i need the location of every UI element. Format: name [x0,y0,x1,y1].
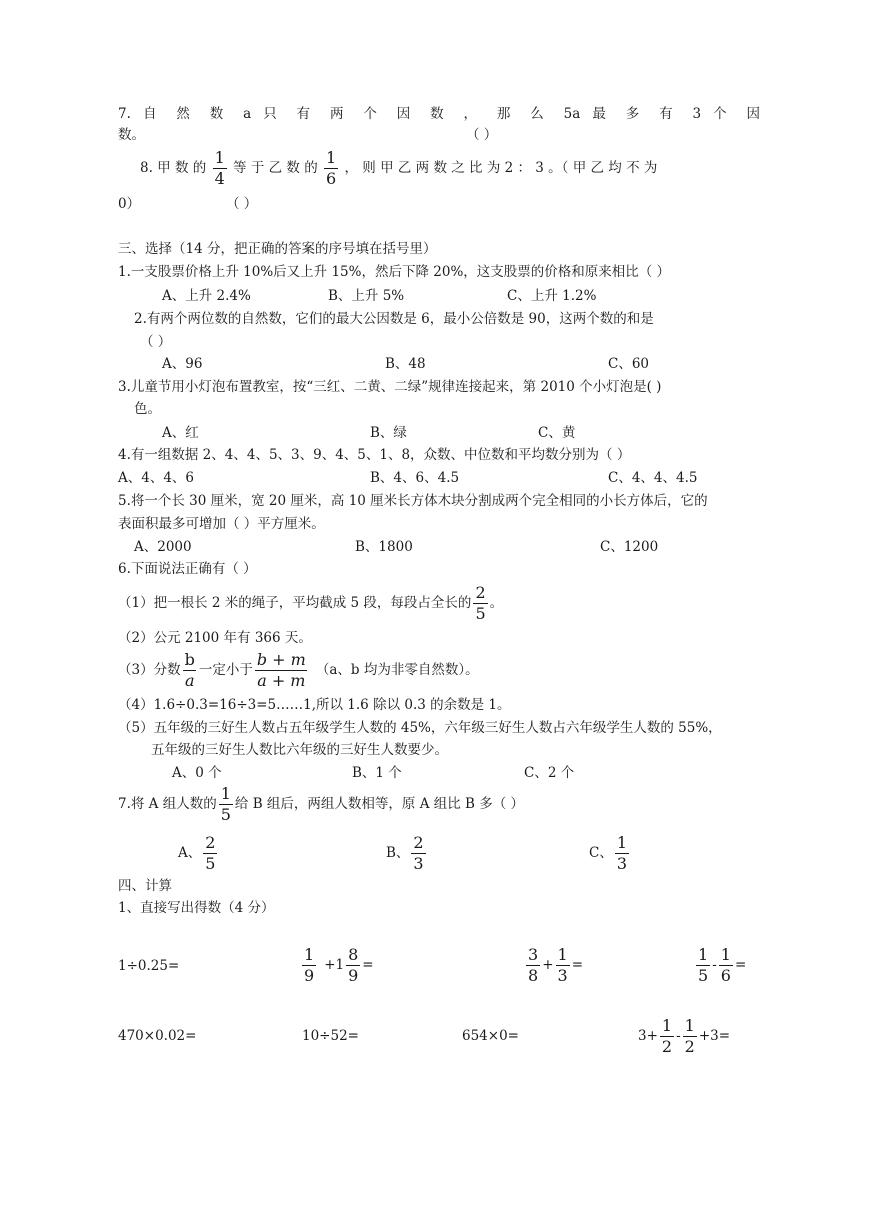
calc-1-3-op: + [542,957,554,973]
judge-q7-answer-blank[interactable]: （ ） [466,127,498,143]
q5-stem-line2: 表面积最多可增加（ ）平方厘米。 [118,516,325,532]
q7-option-a-fraction: $\frac{2}{5}$ [205,833,216,873]
q6-statement-3 [118,650,479,690]
q2-stem: 2.有两个两位数的自然数，它们的最大公因数是 6，最小公倍数是 90，这两个数的和是 [134,311,654,327]
q6-s3-fraction-1: $\frac{b}{a}$ [184,650,195,690]
q6-statement-2: （2）公元 2100 年有 366 天。 [118,630,312,646]
q4-option-b[interactable]: B、4、6、4.5 [370,470,460,486]
judge-q8-line2: 0） [118,196,141,212]
q5-option-b[interactable]: B、1800 [355,539,413,555]
q7-option-b[interactable] [386,833,428,873]
q6-stem: 6.下面说法正确有（ ） [118,561,257,577]
q2-answer-blank[interactable]: （ ） [140,334,172,350]
q2-option-c[interactable]: C、60 [608,356,650,372]
q6-s1-fraction: $\frac{2}{5}$ [475,583,486,623]
q7-stem [118,784,524,824]
calc-2-4[interactable] [638,1016,730,1056]
q5-stem: 5.将一个长 30 厘米，宽 20 厘米，高 10 厘米长方体木块分割成两个完全相同的小长方体后，它的 [118,493,708,509]
q1-option-c[interactable]: C、上升 1.2% [507,288,597,304]
calc-1-2[interactable] [300,945,374,985]
q6-statement-4: （4）1.6÷0.3=16÷3=5……1,所以 1.6 除以 0.3 的余数是 1。 [118,697,511,713]
q7-option-a-label: A、 [178,845,202,861]
q7-option-c[interactable] [589,833,631,873]
q6-option-b[interactable]: B、1 个 [352,765,402,781]
judge-q7-line1: 7. 自 然 数 a 只 有 两 个 因 数 ， 那 么 5a 最 多 有 3 个 因 [118,106,760,122]
calc-1-2-fraction-1: $\frac{1}{9}$ [304,945,315,985]
q6-statement-5-line2: 五年级的三好生人数比六年级的三好生人数要少。 [151,742,448,758]
q7-option-c-label: C、 [589,845,613,861]
q6-s1-text: （1）把一根长 2 米的绳子，平均截成 5 段，每段占全长的 [118,595,472,611]
q6-s3-suffix: （a、b 均为非零自然数）。 [315,662,479,678]
q3-option-b[interactable]: B、绿 [370,425,407,441]
q7-option-c-fraction: $\frac{1}{3}$ [616,833,628,873]
q2-option-a[interactable]: A、96 [162,356,203,372]
section4-subtitle: 1、直接写出得数（4 分） [118,900,275,916]
calc-2-4-post: +3= [698,1028,731,1044]
q6-option-c[interactable]: C、2 个 [524,765,575,781]
q5-option-c[interactable]: C、1200 [600,539,659,555]
judge-q8-suffix: ， 则 甲 乙 两 数 之 比 为 2 ： 3 。（ 甲 乙 均 不 为 [344,160,658,176]
q7-option-a[interactable] [178,833,219,873]
calc-1-4-op: - [712,957,717,973]
q7-stem-prefix: 7.将 A 组人数的 [118,796,217,812]
q4-stem: 4.有一组数据 2、4、4、5、3、9、4、5、1、8，众数、中位数和平均数分别为（ ） [118,447,631,463]
judge-q8-fraction-1: $\frac{1}{4}$ [214,148,225,188]
calc-2-3[interactable]: 654×0= [462,1028,519,1044]
judge-q8-line1 [140,148,762,188]
q6-s3-mid: 一定小于 [198,662,253,678]
calc-1-3-eq: = [571,957,583,973]
q6-s3-prefix: （3）分数 [118,662,181,678]
calc-2-4-fraction-1: $\frac{1}{2}$ [661,1016,673,1056]
q1-option-a[interactable]: A、上升 2.4% [162,288,251,304]
calc-2-4-op: - [676,1028,681,1044]
calc-1-4-eq: = [734,957,747,973]
q2-option-b[interactable]: B、48 [385,356,426,372]
judge-q8-fraction-2: $\frac{1}{6}$ [326,148,337,188]
calc-1-3-fraction-1: $\frac{3}{8}$ [528,945,539,985]
q3-option-c[interactable]: C、黄 [538,425,576,441]
judge-q7-line2: 数。 [118,127,145,143]
calc-2-2[interactable]: 10÷52= [302,1028,359,1044]
q6-statement-1 [118,583,503,623]
judge-q8-mid: 等 于 乙 数 的 [233,160,318,176]
section4-title: 四、计算 [118,878,172,894]
calc-1-3[interactable] [524,945,583,985]
q3-option-a[interactable]: A、红 [162,425,199,441]
q6-s3-fraction-2: $\frac{b + m}{a + m}$ [256,650,306,690]
q3-stem: 3.儿童节用小灯泡布置教室，按“三红、二黄、二绿”规律连接起来，第 2010 个小灯泡是( ) [118,379,662,395]
q1-stem: 1.一支股票价格上升 10%后又上升 15%，然后下降 20%，这支股票的价格和原来相比（ ） [118,264,671,280]
q6-option-a[interactable]: A、0 个 [172,765,222,781]
q4-option-a[interactable]: A、4、4、6 [118,470,195,486]
calc-1-1[interactable]: 1÷0.25= [118,958,180,974]
q4-option-c[interactable]: C、4、4、4.5 [608,470,698,486]
q6-statement-5-line1: （5）五年级的三好生人数占五年级学生人数的 45%，六年级三好生人数占六年级学生人数的 55%， [118,720,722,736]
calc-1-3-fraction-2: $\frac{1}{3}$ [557,945,568,985]
calc-2-4-fraction-2: $\frac{1}{2}$ [684,1016,695,1056]
calc-2-4-pre: 3+ [638,1028,658,1044]
q7-option-b-fraction: $\frac{2}{3}$ [413,833,424,873]
calc-1-2-fraction-2: $\frac{8}{9}$ [348,945,359,985]
q7-option-b-label: B、 [386,845,410,861]
calc-1-2-plus: +1 [324,957,345,973]
q1-option-b[interactable]: B、上升 5% [328,288,405,304]
q5-option-a[interactable]: A、2000 [134,539,192,555]
calc-1-2-eq: = [362,957,374,973]
calc-1-4-fraction-2: $\frac{1}{6}$ [720,945,731,985]
q6-s1-suffix: 。 [489,595,504,611]
q3-stem-line2: 色。 [134,401,161,417]
q7-stem-suffix: 给 B 组后，两组人数相等，原 A 组比 B 多（ ） [234,796,525,812]
calc-1-4-fraction-1: $\frac{1}{5}$ [698,945,709,985]
calc-2-1[interactable]: 470×0.02= [118,1028,197,1044]
calc-1-4[interactable] [694,945,746,985]
judge-q8-prefix: 8. 甲 数 的 [140,160,207,176]
judge-q8-answer-blank[interactable]: （ ） [226,196,258,212]
q7-stem-fraction: $\frac{1}{5}$ [220,784,231,824]
section3-title: 三、选择（14 分，把正确的答案的序号填在括号里） [118,241,437,257]
